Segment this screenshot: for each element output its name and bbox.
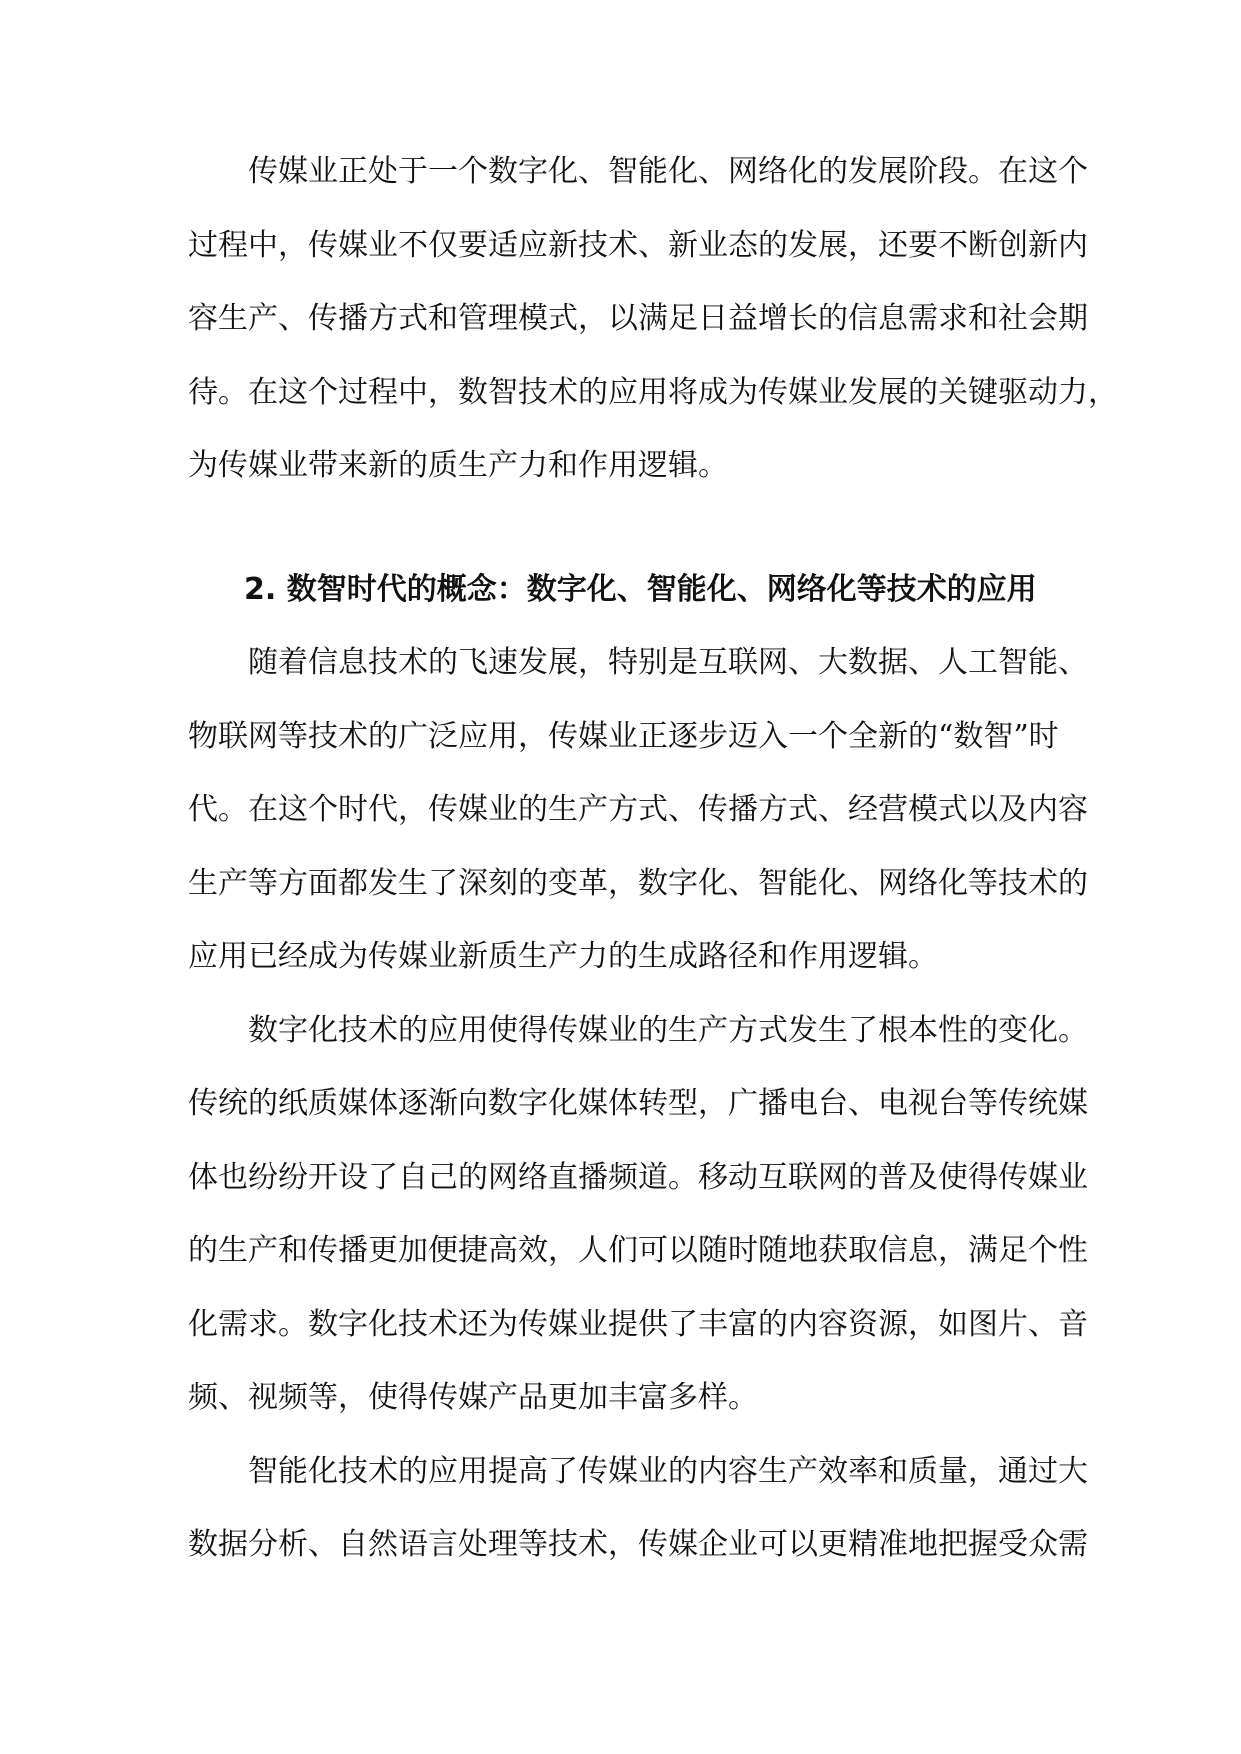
paragraph-line: 化需求。数字化技术还为传媒业提供了丰富的内容资源，如图片、音 xyxy=(188,1306,1088,1342)
paragraph-line: 生产等方面都发生了深刻的变革，数字化、智能化、网络化等技术的 xyxy=(188,865,1088,901)
paragraph-3 xyxy=(188,1442,1088,1589)
paragraph-line: 容生产、传播方式和管理模式，以满足日益增长的信息需求和社会期 xyxy=(188,301,1088,336)
paragraph-line: 物联网等技术的广泛应用，传媒业正逐步迈入一个全新的“数智”时 xyxy=(188,718,1059,754)
section-heading: 2. 数智时代的概念：数字化、智能化、网络化等技术的应用 xyxy=(244,571,1037,607)
paragraph-line: 数字化技术的应用使得传媒业的生产方式发生了根本性的变化。 xyxy=(248,1012,1088,1048)
intro-paragraph xyxy=(188,142,1118,510)
document-content xyxy=(188,142,1118,1589)
paragraph-line: 传统的纸质媒体逐渐向数字化媒体转型，广播电台、电视台等传统媒 xyxy=(188,1086,1088,1121)
section-gap xyxy=(188,510,1068,560)
paragraph-line: 代。在这个时代，传媒业的生产方式、传播方式、经营模式以及内容 xyxy=(188,792,1088,827)
paragraph-line: 数据分析、自然语言处理等技术，传媒企业可以更精准地把握受众需 xyxy=(188,1527,1088,1562)
paragraph-1 xyxy=(188,633,1088,1001)
paragraph-line: 应用已经成为传媒业新质生产力的生成路径和作用逻辑。 xyxy=(188,939,938,974)
paragraph-line: 待。在这个过程中，数智技术的应用将成为传媒业发展的关键驱动力， xyxy=(188,374,1118,410)
paragraph-line: 随着信息技术的飞速发展，特别是互联网、大数据、人工智能、 xyxy=(248,645,1088,680)
paragraph-line: 为传媒业带来新的质生产力和作用逻辑。 xyxy=(188,448,728,483)
paragraph-line: 智能化技术的应用提高了传媒业的内容生产效率和质量，通过大 xyxy=(248,1453,1088,1489)
paragraph-line: 过程中，传媒业不仅要适应新技术、新业态的发展，还要不断创新内 xyxy=(188,227,1088,263)
paragraph-line: 体也纷纷开设了自己的网络直播频道。移动互联网的普及使得传媒业 xyxy=(188,1159,1088,1195)
paragraph-line: 传媒业正处于一个数字化、智能化、网络化的发展阶段。在这个 xyxy=(248,154,1088,189)
paragraph-line: 的生产和传播更加便捷高效，人们可以随时随地获取信息，满足个性 xyxy=(188,1233,1088,1268)
paragraph-2 xyxy=(188,1001,1088,1442)
paragraph-line: 频、视频等，使得传媒产品更加丰富多样。 xyxy=(188,1380,758,1415)
